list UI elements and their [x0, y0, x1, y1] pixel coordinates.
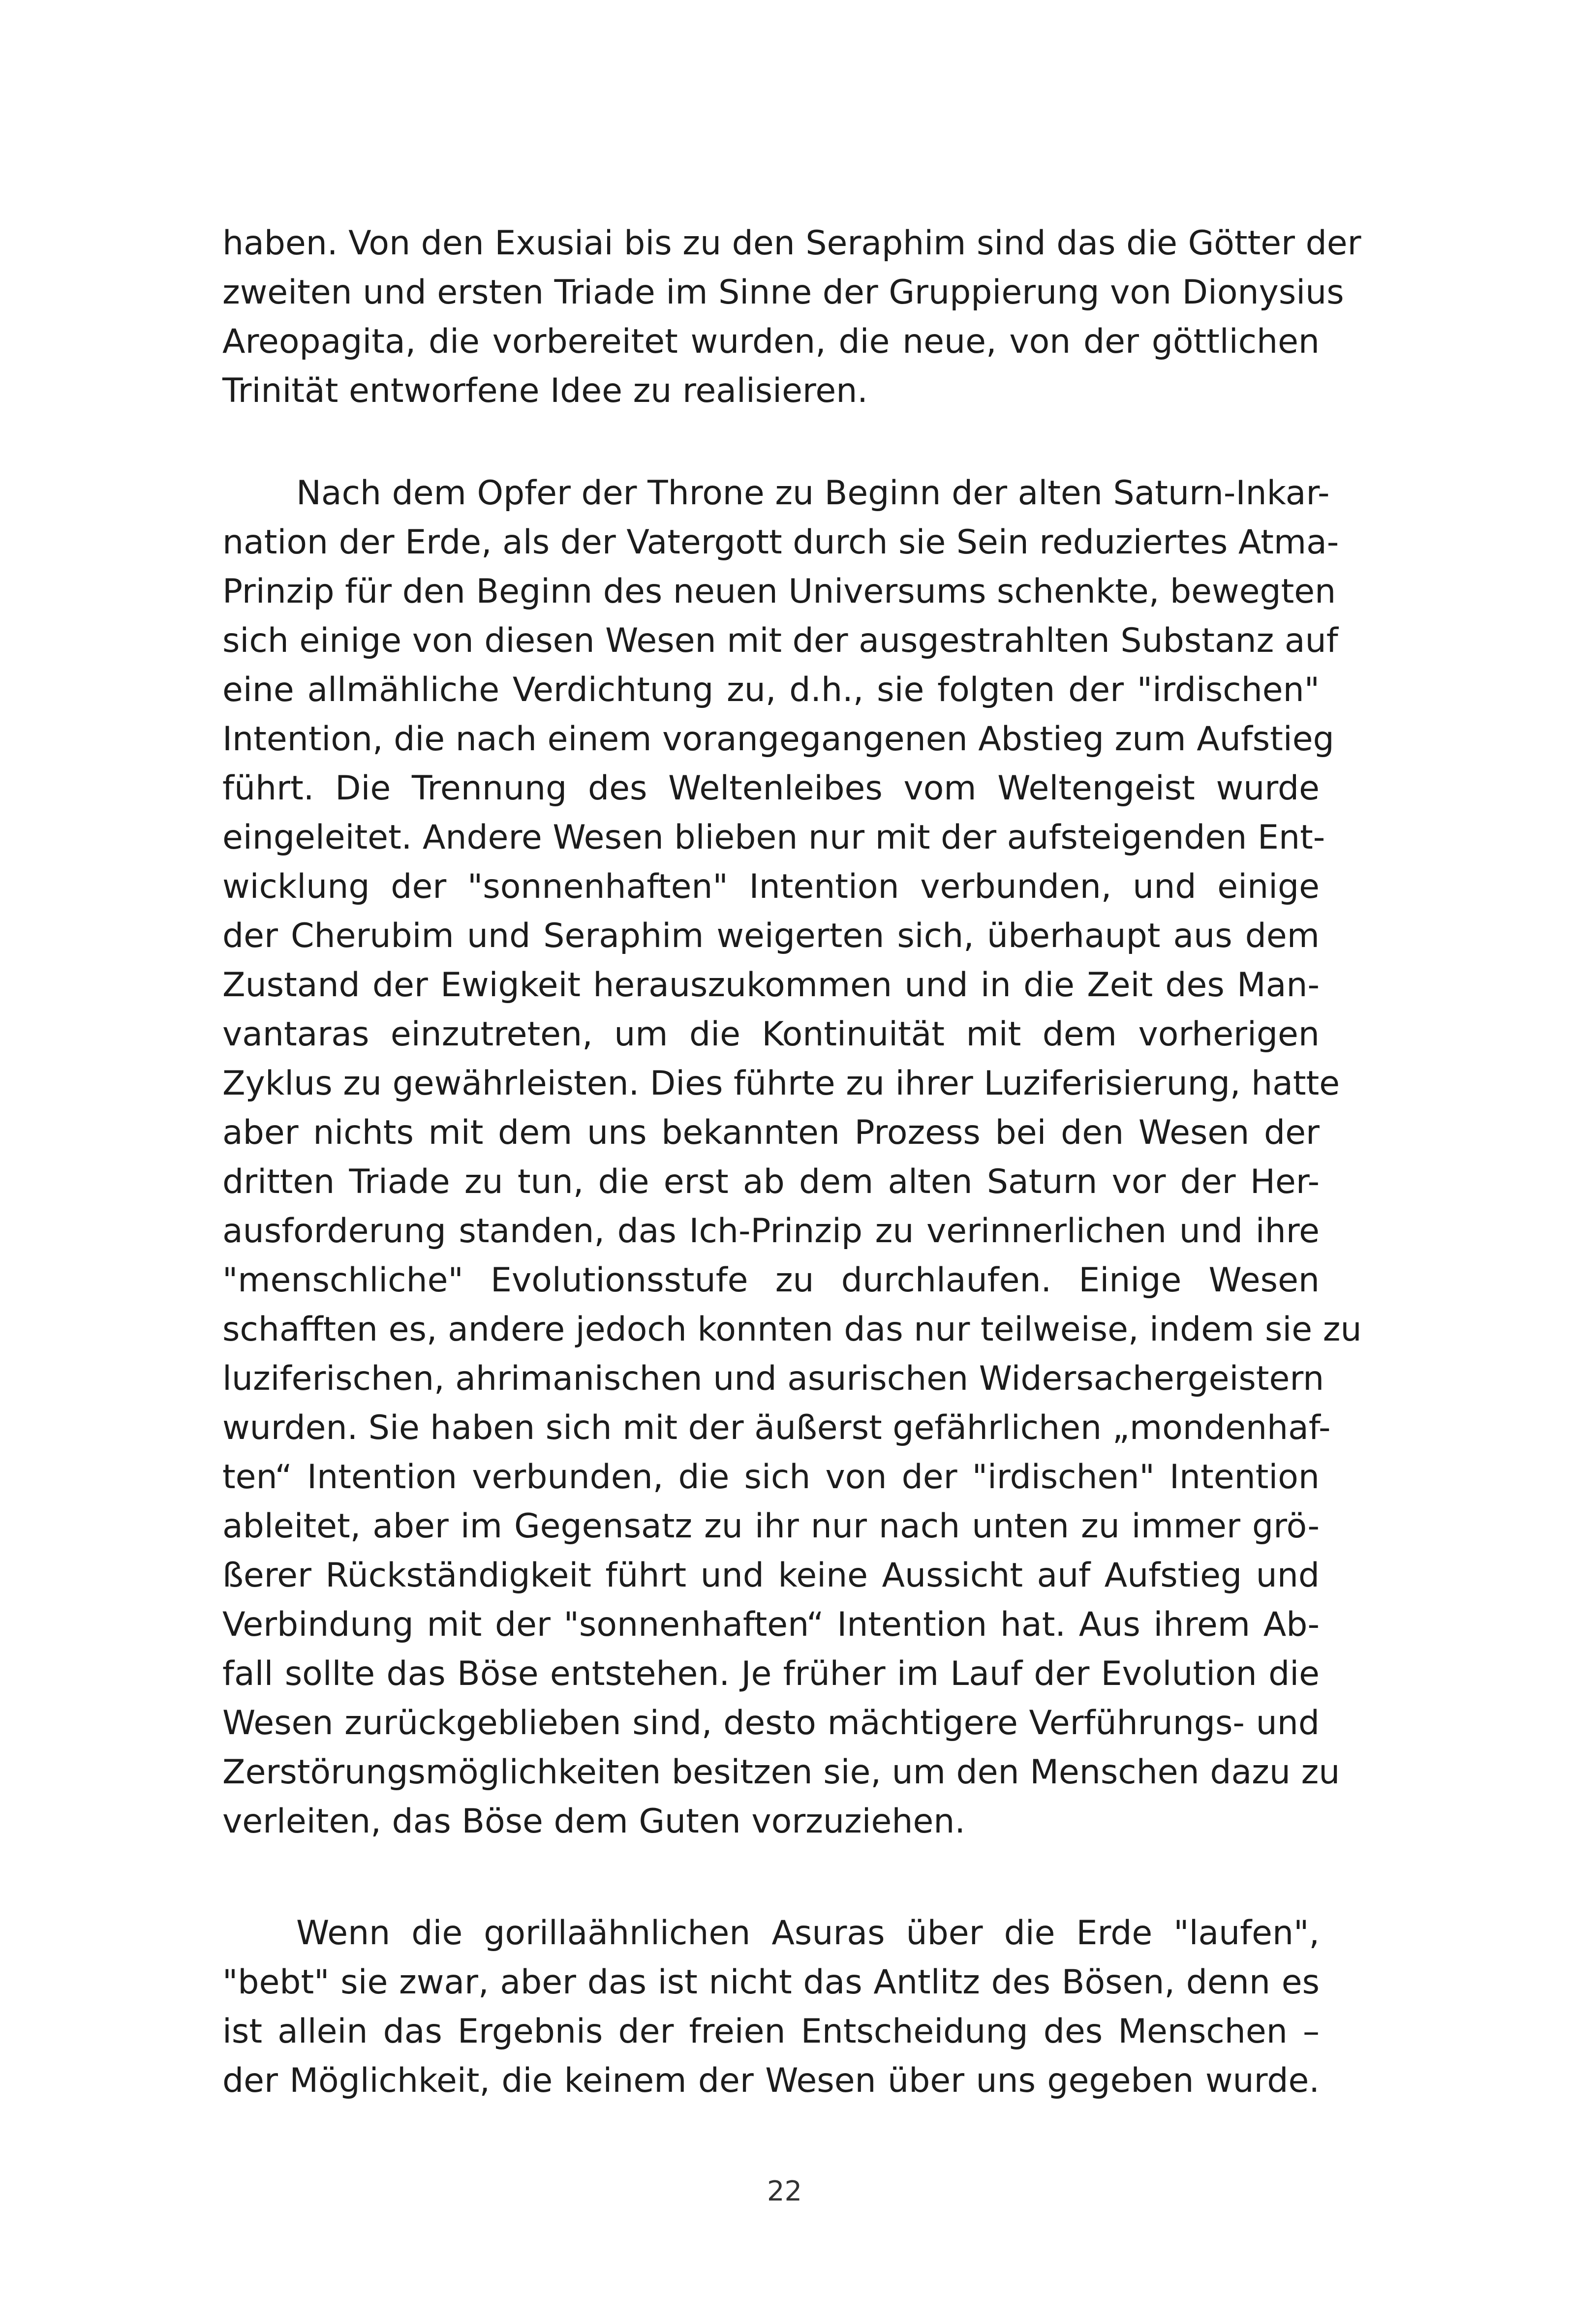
text-line: vantaras einzutreten, um die Kontinuität mit dem vorherigen	[222, 1015, 1320, 1054]
text-line: Prinzip für den Beginn des neuen Universums schenkte, bewegten	[222, 572, 1336, 611]
text-line: sich einige von diesen Wesen mit der ausgestrahlten Substanz auf	[222, 621, 1338, 660]
text-line: eine allmähliche Verdichtung zu, d.h., sie folgten der "irdischen"	[222, 671, 1320, 709]
page-number: 22	[767, 2175, 802, 2207]
text-line: der Möglichkeit, die keinem der Wesen über uns gegeben wurde.	[222, 2061, 1320, 2100]
text-line: aber nichts mit dem uns bekannten Prozess bei den Wesen der	[222, 1113, 1320, 1152]
paragraph-3	[222, 1909, 1320, 2106]
paragraph-1	[222, 219, 1361, 416]
text-line: "bebt" sie zwar, aber das ist nicht das Antlitz des Bösen, denn es	[222, 1963, 1320, 2002]
text-line: dritten Triade zu tun, die erst ab dem alten Saturn vor der Her-	[222, 1162, 1320, 1201]
text-line: Trinität entworfene Idee zu realisieren.	[222, 371, 868, 410]
text-line: Wesen zurückgeblieben sind, desto mächtigere Verführungs- und	[222, 1704, 1320, 1743]
text-line: ten“ Intention verbunden, die sich von der "irdischen" Intention	[222, 1458, 1320, 1497]
text-line: Zerstörungsmöglichkeiten besitzen sie, um den Menschen dazu zu	[222, 1753, 1340, 1792]
text-line: wicklung der "sonnenhaften" Intention verbunden, und einige	[222, 867, 1320, 906]
text-line: Zustand der Ewigkeit herauszukommen und in die Zeit des Man-	[222, 966, 1320, 1005]
text-line: Verbindung mit der "sonnenhaften“ Intention hat. Aus ihrem Ab-	[222, 1605, 1320, 1644]
text-line: zweiten und ersten Triade im Sinne der Gruppierung von Dionysius	[222, 273, 1344, 312]
text-line: der Cherubim und Seraphim weigerten sich, überhaupt aus dem	[222, 917, 1320, 955]
text-line: ableitet, aber im Gegensatz zu ihr nur nach unten zu immer grö-	[222, 1507, 1320, 1546]
paragraph-2	[222, 469, 1362, 1846]
text-line: fall sollte das Böse entstehen. Je früher im Lauf der Evolution die	[222, 1654, 1320, 1693]
text-line: nation der Erde, als der Vatergott durch sie Sein reduziertes Atma-	[222, 523, 1339, 562]
text-line: eingeleitet. Andere Wesen blieben nur mit der aufsteigenden Ent-	[222, 818, 1325, 857]
text-line: führt. Die Trennung des Weltenleibes vom Weltengeist wurde	[222, 769, 1320, 808]
text-line: ausforderung standen, das Ich-Prinzip zu verinnerlichen und ihre	[222, 1212, 1320, 1251]
text-line: Nach dem Opfer der Throne zu Beginn der alten Saturn-Inkar-	[296, 474, 1330, 513]
text-line: "menschliche" Evolutionsstufe zu durchlaufen. Einige Wesen	[222, 1261, 1320, 1300]
text-line: Intention, die nach einem vorangegangenen Abstieg zum Aufstieg	[222, 720, 1334, 759]
text-line: Wenn die gorillaähnlichen Asuras über die Erde "laufen",	[296, 1914, 1320, 1953]
text-line: luziferischen, ahrimanischen und asurischen Widersachergeistern	[222, 1359, 1324, 1398]
text-line: schafften es, andere jedoch konnten das nur teilweise, indem sie zu	[222, 1310, 1362, 1349]
text-line: Zyklus zu gewährleisten. Dies führte zu ihrer Luziferisierung, hatte	[222, 1064, 1340, 1103]
text-line: wurden. Sie haben sich mit der äußerst gefährlichen „mondenhaf-	[222, 1408, 1331, 1447]
text-line: ist allein das Ergebnis der freien Entscheidung des Menschen –	[222, 2012, 1320, 2051]
text-line: haben. Von den Exusiai bis zu den Seraphim sind das die Götter der	[222, 224, 1361, 263]
text-line: ßerer Rückständigkeit führt und keine Aussicht auf Aufstieg und	[222, 1556, 1320, 1595]
text-line: Areopagita, die vorbereitet wurden, die neue, von der göttlichen	[222, 322, 1320, 361]
text-line: verleiten, das Böse dem Guten vorzuziehen.	[222, 1802, 966, 1841]
